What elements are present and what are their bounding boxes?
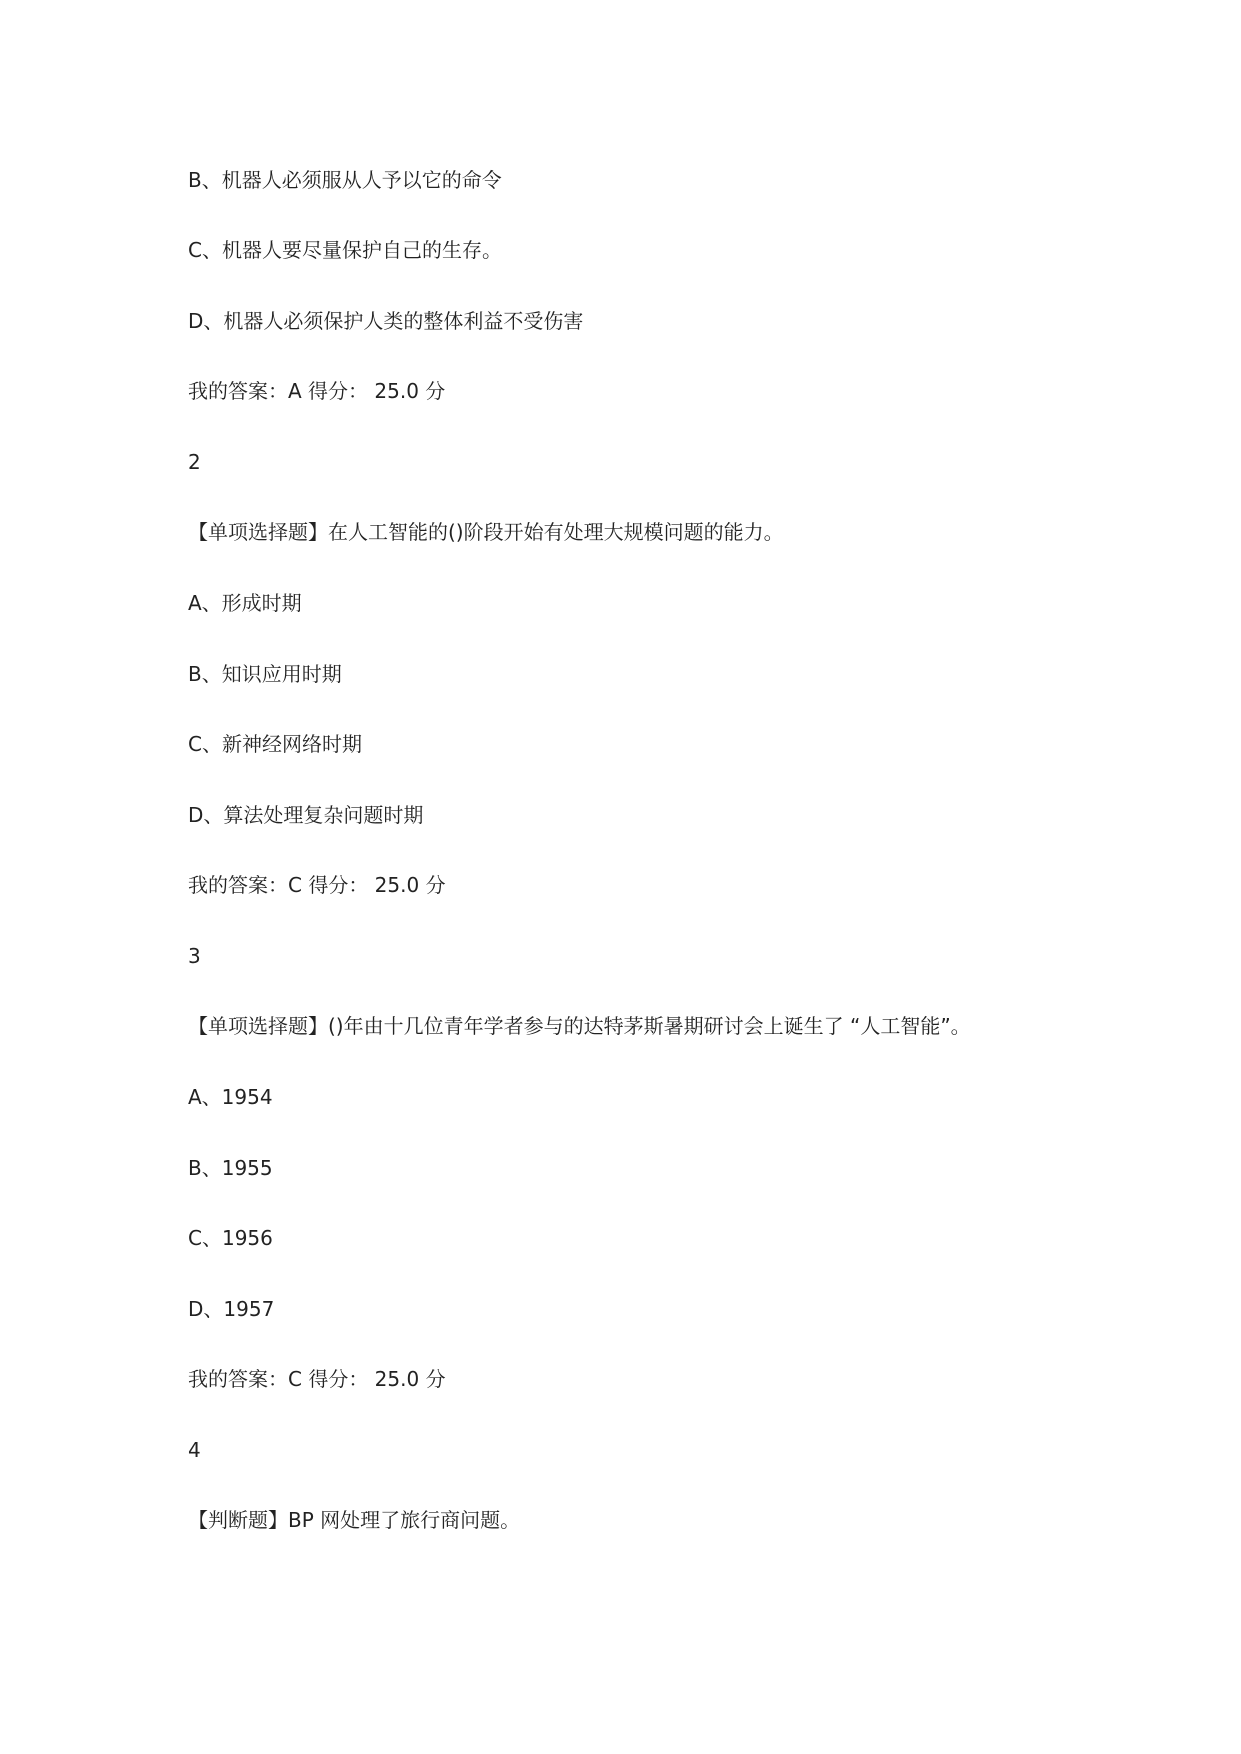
question-number-4: 4 — [188, 1438, 201, 1462]
option-c-q2: C、新神经网络时期 — [188, 732, 362, 756]
option-b-q3: B、1955 — [188, 1156, 273, 1180]
option-a-q2: A、形成时期 — [188, 591, 302, 615]
option-d-q2: D、算法处理复杂问题时期 — [188, 803, 424, 827]
option-d-q3: D、1957 — [188, 1297, 275, 1321]
answer-score-q3: 我的答案：C 得分： 25.0 分 — [188, 1367, 446, 1391]
question-text-2: 【单项选择题】在人工智能的()阶段开始有处理大规模问题的能力。 — [188, 520, 784, 544]
question-text-3: 【单项选择题】()年由十几位青年学者参与的达特茅斯暑期研讨会上诞生了 “人工智能”。 — [188, 1014, 971, 1038]
option-b-q2: B、知识应用时期 — [188, 662, 342, 686]
option-d-robot-protect-humanity: D、机器人必须保护人类的整体利益不受伤害 — [188, 309, 584, 333]
option-a-q3: A、1954 — [188, 1085, 273, 1109]
option-c-robot-protect-self: C、机器人要尽量保护自己的生存。 — [188, 238, 502, 262]
answer-score-q1: 我的答案：A 得分： 25.0 分 — [188, 379, 446, 403]
question-number-2: 2 — [188, 450, 201, 474]
answer-score-q2: 我的答案：C 得分： 25.0 分 — [188, 873, 446, 897]
question-text-4: 【判断题】BP 网处理了旅行商问题。 — [188, 1508, 521, 1532]
option-b-robot-obey: B、机器人必须服从人予以它的命令 — [188, 168, 502, 192]
option-c-q3: C、1956 — [188, 1226, 273, 1250]
question-number-3: 3 — [188, 944, 201, 968]
